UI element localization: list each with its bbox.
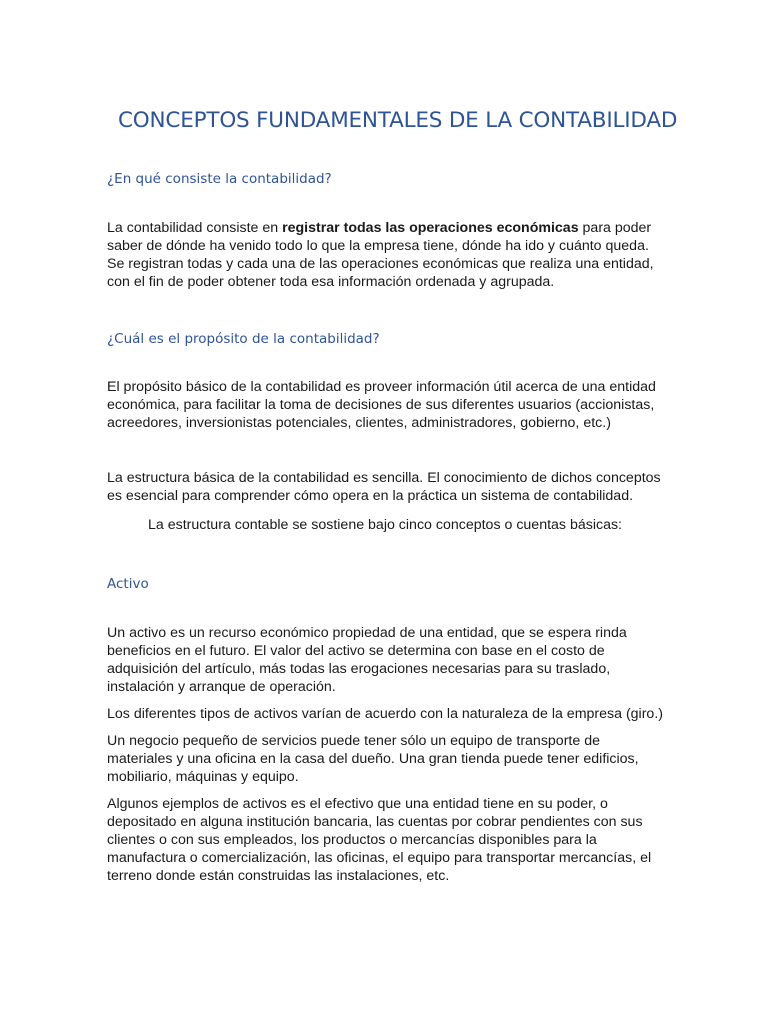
paragraph-definition-bold: registrar todas las operaciones económicas	[282, 220, 579, 236]
section-heading-activo: Activo	[107, 576, 149, 592]
paragraph-activo-definition: Un activo es un recurso económico propiedad de una entidad, que se espera rinda beneficios en el futuro. El valor del activo se determina con base en el costo de adquisición del artículo, más todas las erogaciones necesarias para su traslado, instalación y arranque de operación.	[107, 625, 627, 695]
paragraph-activo-business: Un negocio pequeño de servicios puede tener sólo un equipo de transporte de materiales y una oficina en la casa del dueño. Una gran tienda puede tener edificios, mobiliario, máquinas y equipo.	[107, 733, 639, 785]
paragraph-structure: La estructura básica de la contabilidad es sencilla. El conocimiento de dichos conceptos es esencial para comprender cómo opera en la práctica un sistema de contabilidad.	[107, 470, 661, 504]
paragraph-purpose: El propósito básico de la contabilidad es proveer información útil acerca de una entidad económica, para facilitar la toma de decisiones de sus diferentes usuarios (accionistas, acreedores, inversionistas potenciales, clientes, administradores, gobierno, etc.)	[107, 379, 656, 431]
paragraph-definition	[107, 219, 663, 291]
paragraph-definition-text-start: La contabilidad consiste en	[107, 220, 283, 236]
paragraph-activo-examples: Algunos ejemplos de activos es el efectivo que una entidad tiene en su poder, o depositado en alguna institución bancaria, las cuentas por cobrar pendientes con sus clientes o con sus empleados, los productos o mercancías disponibles para la manufactura o comercialización, las oficinas, el equipo para transportar mercancías, el terreno donde están construidas las instalaciones, etc.	[107, 796, 652, 884]
document-title: CONCEPTOS FUNDAMENTALES DE LA CONTABILIDAD	[118, 108, 678, 133]
paragraph-definition-text-end: para poder saber de dónde ha venido todo lo que la empresa tiene, dónde ha ido y cuánto queda. Se registran todas y cada una de las operaciones económicas que realiza una entidad, con el fin de poder obtener toda esa información ordenada y agrupada.	[107, 220, 654, 290]
paragraph-five-concepts: La estructura contable se sostiene bajo cinco conceptos o cuentas básicas:	[148, 517, 622, 533]
paragraph-activo-types: Los diferentes tipos de activos varían de acuerdo con la naturaleza de la empresa (giro.)	[107, 706, 663, 722]
section-heading-proposito: ¿Cuál es el propósito de la contabilidad?	[107, 331, 380, 347]
section-heading-que-es: ¿En qué consiste la contabilidad?	[107, 171, 332, 187]
